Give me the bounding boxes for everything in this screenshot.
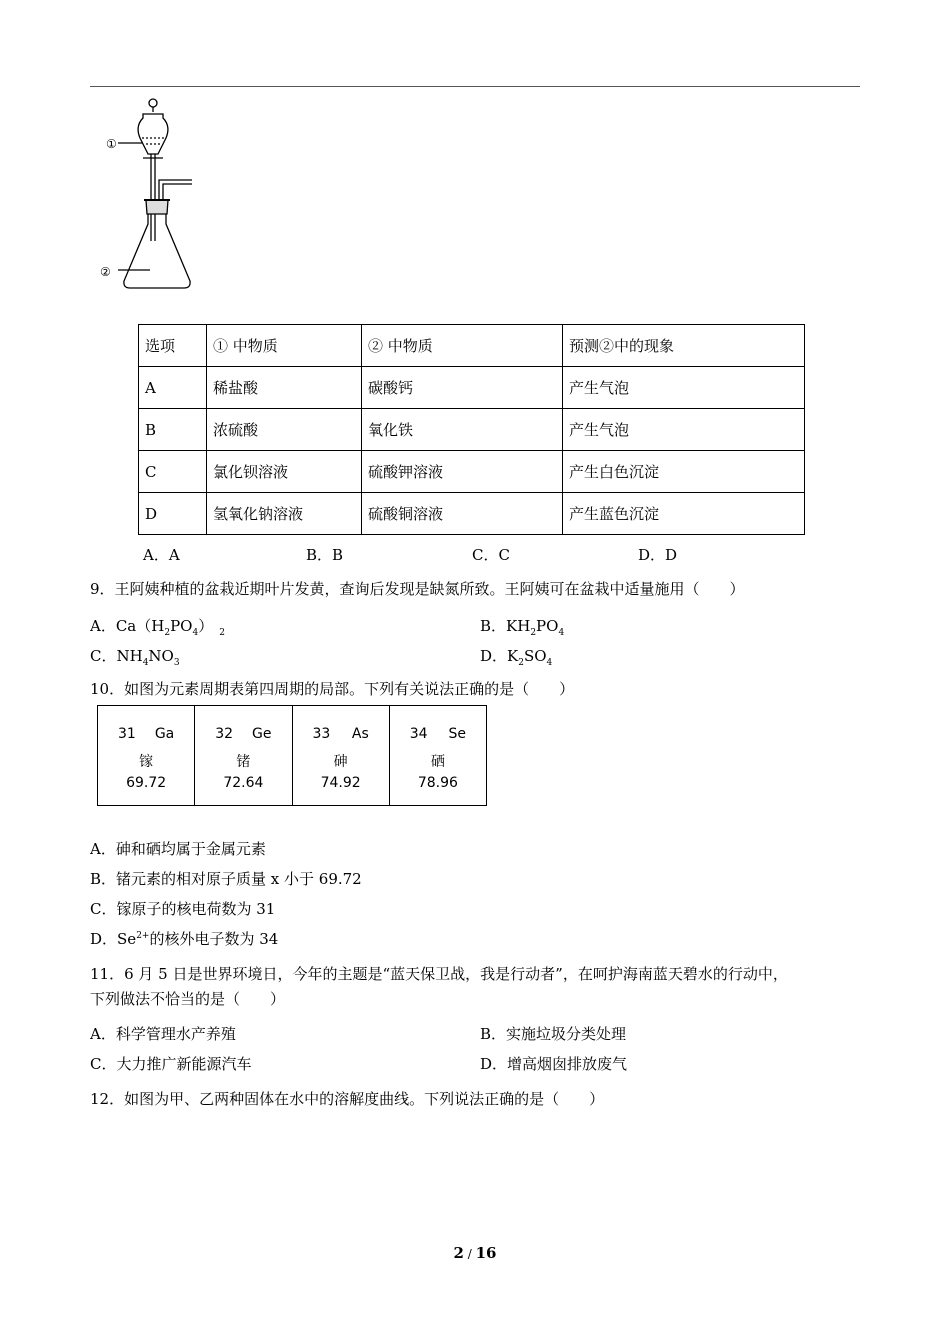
subscript: 4 <box>558 628 565 638</box>
q12-stem: 12．如图为甲、乙两种固体在水中的溶解度曲线。下列说法正确的是（ ） <box>90 1090 605 1108</box>
q11-option-c[interactable]: C．大力推广新能源汽车 <box>90 1055 252 1073</box>
periodic-table-excerpt <box>97 705 487 806</box>
element-symbol: Ga <box>154 726 175 742</box>
formula-part: ） <box>198 617 214 635</box>
atomic-number: 34 <box>409 726 428 742</box>
q8-option-d[interactable]: D．D <box>638 546 678 564</box>
table-cell: 产生蓝色沉淀 <box>563 493 805 535</box>
element-name: 硒 <box>430 754 445 770</box>
table-cell: 氢氧化钠溶液 <box>207 493 362 535</box>
table-header-cell: 预测②中的现象 <box>563 325 805 367</box>
subscript: 3 <box>173 658 180 668</box>
atomic-number: 31 <box>118 726 136 742</box>
table-row <box>139 493 805 535</box>
atomic-number: 32 <box>215 726 234 742</box>
table-cell: B <box>139 409 207 451</box>
table-cell: 产生气泡 <box>563 409 805 451</box>
page-current: 2 <box>453 1244 464 1262</box>
formula-part: D．K <box>480 647 519 665</box>
q8-option-b[interactable]: B．B <box>306 546 344 564</box>
q9-option-b[interactable] <box>480 616 564 636</box>
q9-stem: 9．王阿姨种植的盆栽近期叶片发黄，查询后发现是缺氮所致。王阿姨可在盆栽中适量施用（ ） <box>90 580 745 598</box>
atomic-mass: 69.72 <box>126 775 167 791</box>
page-separator: / <box>463 1247 476 1261</box>
flask-apparatus-diagram <box>96 96 206 296</box>
table-row <box>139 367 805 409</box>
formula-part: SO <box>523 647 547 665</box>
q11-option-b[interactable]: B．实施垃圾分类处理 <box>480 1025 627 1043</box>
q9-option-d[interactable] <box>480 646 552 666</box>
table-header-cell: 选项 <box>139 325 207 367</box>
table-cell: 氯化钡溶液 <box>207 451 362 493</box>
formula-part: A．Ca（H <box>90 617 165 635</box>
subscript: 2 <box>530 628 537 638</box>
atomic-mass: 78.96 <box>417 775 458 791</box>
subscript: 2 <box>164 628 171 638</box>
header-rule <box>90 86 860 87</box>
table-cell: 硫酸钾溶液 <box>362 451 563 493</box>
option-text: 的核外电子数为 34 <box>149 930 279 948</box>
formula-part: C．NH <box>90 647 143 665</box>
element-name: 镓 <box>139 754 154 770</box>
subscript: 2 <box>219 628 225 638</box>
subscript: 4 <box>192 628 199 638</box>
element-symbol: As <box>351 726 369 742</box>
atomic-mass: 74.92 <box>320 775 361 791</box>
q10-option-a[interactable]: A．砷和硒均属于金属元素 <box>90 840 266 858</box>
q8-option-a[interactable]: A．A <box>143 546 180 564</box>
q9-option-a[interactable] <box>90 616 225 636</box>
q10-option-c[interactable]: C．镓原子的核电荷数为 31 <box>90 900 276 918</box>
page-total: 16 <box>475 1244 497 1262</box>
subscript: 4 <box>142 658 149 668</box>
formula-part: NO <box>148 647 174 665</box>
element-symbol: Se <box>448 726 466 742</box>
element-cell <box>195 706 292 805</box>
table-cell: 产生白色沉淀 <box>563 451 805 493</box>
element-symbol: Ge <box>252 726 272 742</box>
q11-option-d[interactable]: D．增高烟囱排放废气 <box>480 1055 628 1073</box>
option-text: D．Se <box>90 930 137 948</box>
subscript: 4 <box>546 658 553 668</box>
formula-part: PO <box>170 617 193 635</box>
label-1: ① <box>106 137 117 151</box>
table-header-row <box>139 325 805 367</box>
table-cell: 硫酸铜溶液 <box>362 493 563 535</box>
table-cell: A <box>139 367 207 409</box>
table-cell: 浓硫酸 <box>207 409 362 451</box>
q8-option-c[interactable]: C．C <box>472 546 510 564</box>
superscript: 2+ <box>136 931 150 941</box>
q11-option-a[interactable]: A．科学管理水产养殖 <box>90 1025 236 1043</box>
q10-option-d[interactable] <box>90 929 278 949</box>
atomic-number: 33 <box>312 726 331 742</box>
table-header-cell: ② 中物质 <box>362 325 563 367</box>
table-cell: 碳酸钙 <box>362 367 563 409</box>
table-cell: 稀盐酸 <box>207 367 362 409</box>
table-cell: D <box>139 493 207 535</box>
q11-stem-line1: 11．6 月 5 日是世界环境日，今年的主题是“蓝天保卫战，我是行动者”，在呵护海南蓝天碧水的行动中， <box>90 965 788 983</box>
formula-part: PO <box>536 617 559 635</box>
formula-part: B．KH <box>480 617 531 635</box>
q9-option-c[interactable] <box>90 646 180 666</box>
table-cell: 产生气泡 <box>563 367 805 409</box>
element-cell <box>390 706 486 805</box>
table-header-cell: ① 中物质 <box>207 325 362 367</box>
q11-stem-line2: 下列做法不恰当的是（ ） <box>90 990 286 1008</box>
label-2: ② <box>100 265 111 279</box>
q10-stem: 10．如图为元素周期表第四周期的局部。下列有关说法正确的是（ ） <box>90 680 575 698</box>
table-cell: C <box>139 451 207 493</box>
element-cell <box>98 706 195 805</box>
table-row <box>139 451 805 493</box>
q10-option-b[interactable]: B．锗元素的相对原子质量 x 小于 69.72 <box>90 870 362 888</box>
table-cell: 氧化铁 <box>362 409 563 451</box>
element-name: 锗 <box>236 754 251 770</box>
atomic-mass: 72.64 <box>223 775 264 791</box>
element-cell <box>293 706 390 805</box>
q8-table <box>138 324 805 535</box>
page-number <box>0 1244 950 1262</box>
element-name: 砷 <box>333 754 348 770</box>
table-row <box>139 409 805 451</box>
subscript: 2 <box>518 658 524 668</box>
